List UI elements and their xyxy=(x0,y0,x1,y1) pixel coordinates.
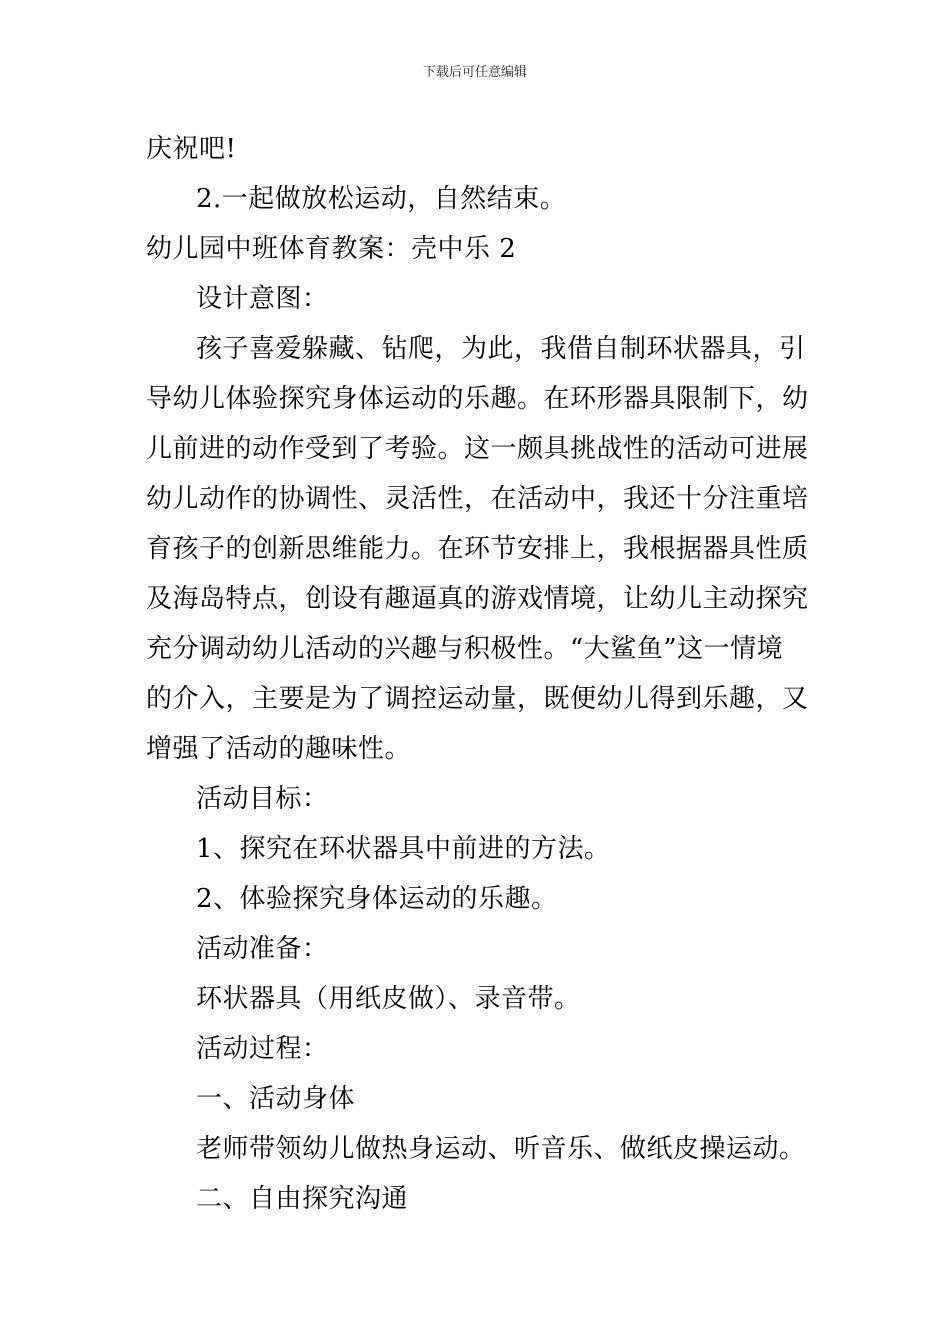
text-line-7: 儿前进的动作受到了考验。这一颇具挑战性的活动可进展 xyxy=(146,434,809,464)
text-line-13: 增强了活动的趣味性。 xyxy=(146,734,412,764)
text-line-12: 的介入，主要是为了调控运动量，既便幼儿得到乐趣，又 xyxy=(146,684,809,714)
section-title: 幼儿园中班体育教案：壳中乐 2 xyxy=(146,234,517,264)
text-line-1: 庆祝吧! xyxy=(146,134,237,164)
text-line-15: 1、探究在环状器具中前进的方法。 xyxy=(196,834,611,864)
page-header-note: 下载后可任意编辑 xyxy=(422,65,527,80)
text-line-9: 育孩子的创新思维能力。在环节安排上，我根据器具性质 xyxy=(146,534,809,564)
text-line-5: 孩子喜爱躲藏、钻爬，为此，我借自制环状器具，引 xyxy=(196,334,806,364)
text-line-16: 2、体验探究身体运动的乐趣。 xyxy=(196,884,558,914)
text-line-10: 及海岛特点，创设有趣逼真的游戏情境，让幼儿主动探究 xyxy=(146,584,809,614)
text-line-8: 幼儿动作的协调性、灵活性，在活动中，我还十分注重培 xyxy=(146,484,809,514)
text-line-20: 一、活动身体 xyxy=(196,1084,356,1114)
text-line-4: 设计意图： xyxy=(196,284,329,314)
text-line-19: 活动过程： xyxy=(196,1034,329,1064)
text-line-21: 老师带领幼儿做热身运动、听音乐、做纸皮操运动。 xyxy=(196,1134,806,1164)
text-line-22: 二、自由探究沟通 xyxy=(196,1184,409,1214)
text-line-14: 活动目标： xyxy=(196,784,329,814)
text-line-11: 充分调动幼儿活动的兴趣与积极性。“大鲨鱼”这一情境 xyxy=(146,634,784,664)
text-line-2: 2.一起做放松运动，自然结束。 xyxy=(196,184,567,214)
text-line-6: 导幼儿体验探究身体运动的乐趣。在环形器具限制下，幼 xyxy=(146,384,809,414)
text-line-17: 活动准备： xyxy=(196,934,329,964)
text-line-18: 环状器具（用纸皮做）、录音带。 xyxy=(196,984,581,1014)
